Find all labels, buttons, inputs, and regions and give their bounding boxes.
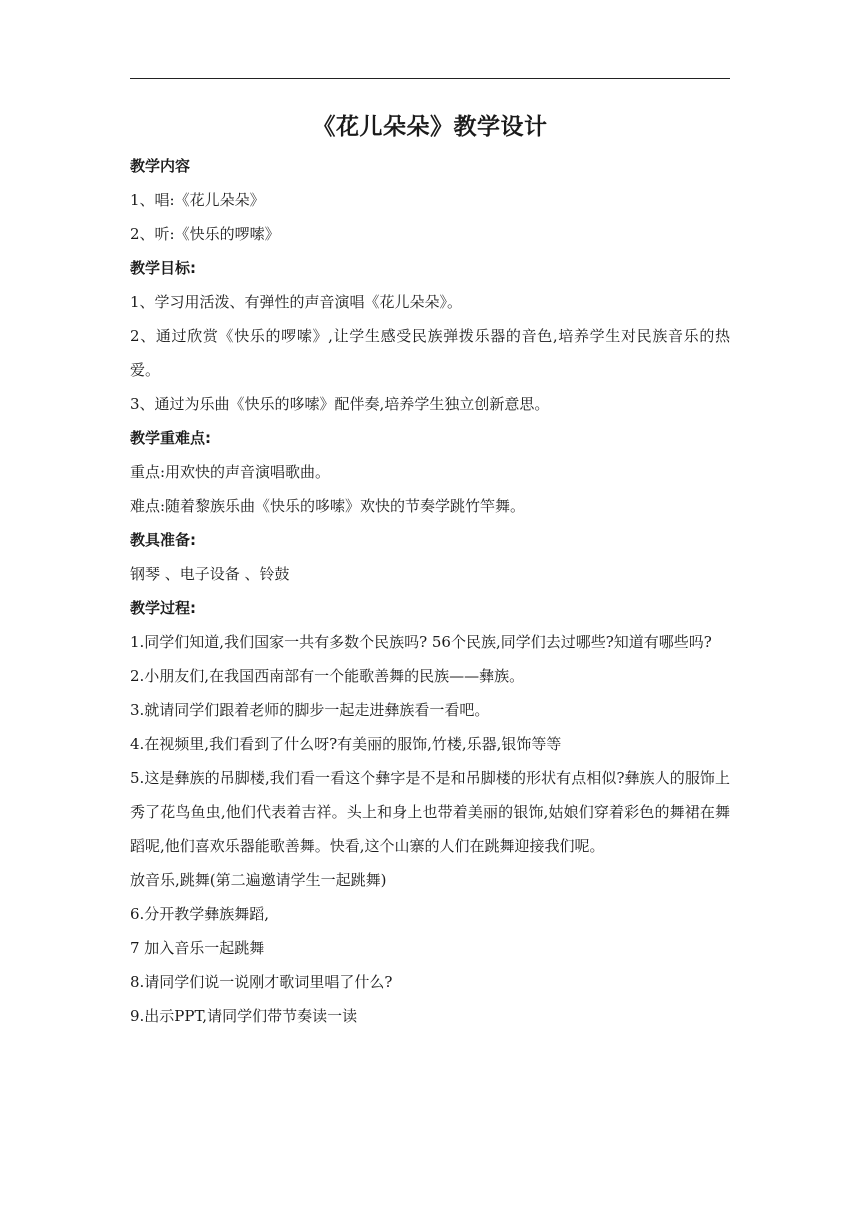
materials-list: 钢琴 、电子设备 、铃鼓 (130, 565, 290, 583)
document-body (130, 149, 730, 1033)
goal-item: 3、通过为乐曲《快乐的哆嗦》配伴奏,培养学生独立创新意思。 (130, 395, 550, 413)
process-step: 放音乐,跳舞(第二遍邀请学生一起跳舞) (130, 871, 387, 889)
section-heading-content: 教学内容 (130, 157, 191, 175)
key-point-item: 重点:用欢快的声音演唱歌曲。 (130, 463, 331, 481)
content-item: 1、唱:《花儿朵朵》 (130, 191, 265, 209)
process-step: 2.小朋友们,在我国西南部有一个能歌善舞的民族——彝族。 (130, 667, 525, 685)
process-step: 4.在视频里,我们看到了什么呀?有美丽的服饰,竹楼,乐器,银饰等等 (130, 735, 562, 753)
goal-item: 2、通过欣赏《快乐的啰嗦》,让学生感受民族弹拨乐器的音色,培养学生对民族音乐的热爱。 (130, 327, 730, 379)
document-title: 《花儿朵朵》教学设计 (312, 114, 548, 140)
process-step: 7 加入音乐一起跳舞 (130, 939, 265, 957)
process-step: 1.同学们知道,我们国家一共有多数个民族吗? 56个民族,同学们去过哪些?知道有哪些吗? (130, 633, 712, 651)
key-point-item: 难点:随着黎族乐曲《快乐的哆嗦》欢快的节奏学跳竹竿舞。 (130, 497, 526, 515)
process-step: 3.就请同学们跟着老师的脚步一起走进彝族看一看吧。 (130, 701, 490, 719)
goal-item: 1、学习用活泼、有弹性的声音演唱《花儿朵朵》。 (130, 293, 463, 311)
section-heading-materials: 教具准备: (130, 531, 196, 549)
process-step: 8.请同学们说一说刚才歌词里唱了什么? (130, 973, 393, 991)
section-heading-key-points: 教学重难点: (130, 429, 211, 447)
process-step: 9.出示PPT,请同学们带节奏读一读 (130, 1007, 358, 1025)
section-heading-goals: 教学目标: (130, 259, 196, 277)
header-rule (130, 78, 730, 79)
process-step: 5.这是彝族的吊脚楼,我们看一看这个彝字是不是和吊脚楼的形状有点相似?彝族人的服饰上秀了花鸟鱼虫,他们代表着吉祥。头上和身上也带着美丽的银饰,姑娘们穿着彩色的舞裙在舞蹈呢,他们喜欢乐器能歌善舞。快看,这个山寨的人们在跳舞迎接我们呢。 (130, 769, 730, 855)
process-step: 6.分开教学彝族舞蹈, (130, 905, 270, 923)
content-item: 2、听:《快乐的啰嗦》 (130, 225, 280, 243)
section-heading-process: 教学过程: (130, 599, 196, 617)
